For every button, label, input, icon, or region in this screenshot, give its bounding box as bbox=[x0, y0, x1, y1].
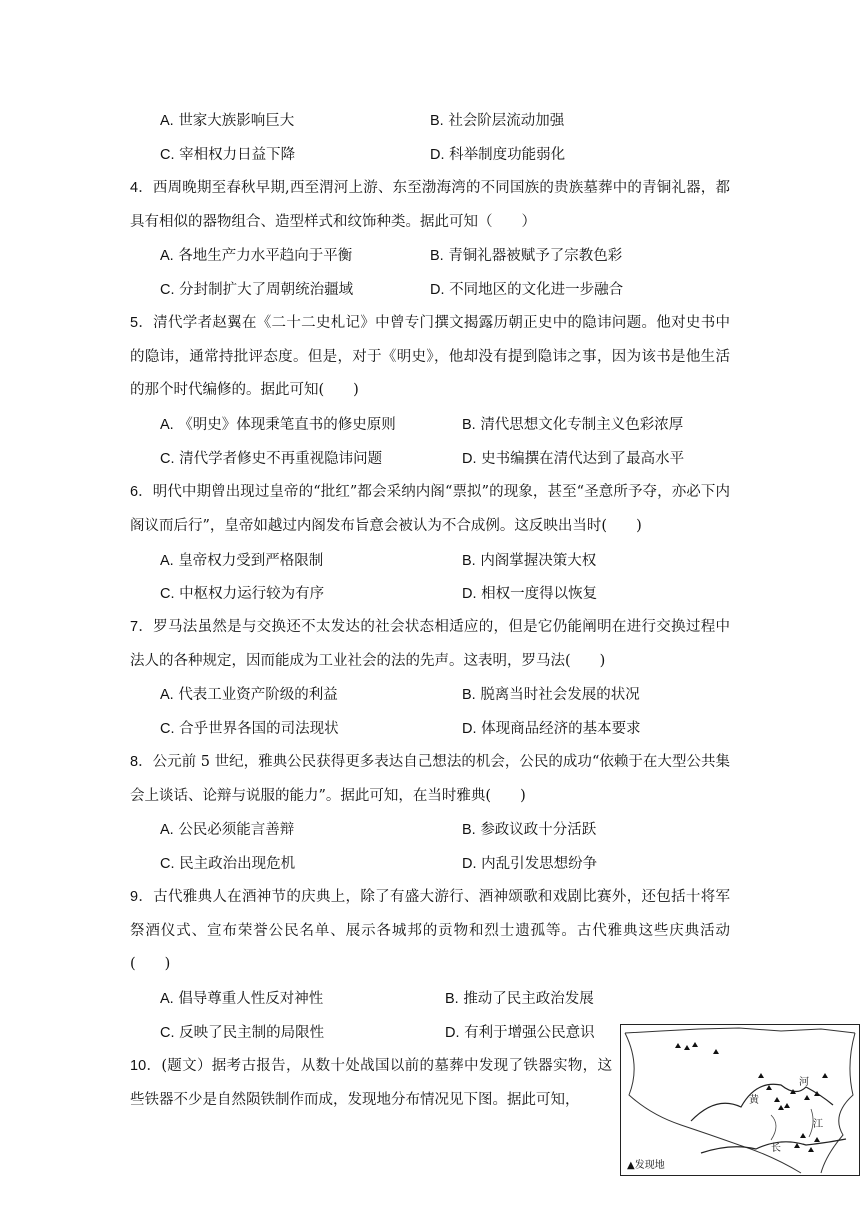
map-label-chang: 长 bbox=[771, 1143, 781, 1154]
q8-option-d[interactable]: D. 内乱引发思想纷争 bbox=[462, 856, 598, 872]
site-marker bbox=[675, 1043, 681, 1048]
q5-option-a[interactable]: A. 《明史》体现秉笔直书的修史原则 bbox=[160, 417, 396, 433]
map-border-north bbox=[625, 1028, 855, 1033]
q7-options-row-2 bbox=[0, 717, 860, 741]
site-marker bbox=[822, 1073, 828, 1078]
q9-option-a[interactable]: A. 倡导尊重人性反对神性 bbox=[160, 991, 324, 1007]
q7-option-c[interactable]: C. 合乎世界各国的司法现状 bbox=[160, 721, 339, 737]
q9-option-c[interactable]: C. 反映了民主制的局限性 bbox=[160, 1025, 325, 1041]
q4-option-c[interactable]: C. 分封制扩大了周朝统治疆域 bbox=[160, 282, 354, 298]
q5-option-b[interactable]: B. 清代思想文化专制主义色彩浓厚 bbox=[462, 417, 684, 433]
yellow-river-line bbox=[691, 1084, 833, 1121]
q3-option-d[interactable]: D. 科举制度功能弱化 bbox=[430, 147, 566, 163]
site-marker bbox=[692, 1042, 698, 1047]
q6-options-row-2 bbox=[0, 582, 860, 606]
site-marker bbox=[778, 1105, 784, 1110]
map-legend: ▲发现地 bbox=[627, 1160, 665, 1171]
site-marker bbox=[814, 1137, 820, 1142]
q5-stem: 5．清代学者赵翼在《二十二史札记》中曾专门撰文揭露历朝正史中的隐讳问题。他对史书中的隐讳，通常持批评态度。但是，对于《明史》，他却没有提到隐讳之事，因为该书是他生活的那个时代编修的。据此可知( ) bbox=[130, 315, 730, 398]
q6-option-c[interactable]: C. 中枢权力运行较为有序 bbox=[160, 586, 325, 602]
map-label-he: 河 bbox=[799, 1077, 809, 1088]
q4-option-b[interactable]: B. 青铜礼器被赋予了宗教色彩 bbox=[430, 248, 623, 264]
site-marker bbox=[766, 1085, 772, 1090]
site-marker bbox=[684, 1045, 690, 1050]
q3-option-c[interactable]: C. 宰相权力日益下降 bbox=[160, 147, 296, 163]
q7-options-row-1 bbox=[0, 683, 860, 707]
site-marker bbox=[808, 1147, 814, 1152]
tributary-1 bbox=[771, 1115, 776, 1140]
map-label-huang: 黄 bbox=[749, 1095, 759, 1106]
q8-option-c[interactable]: C. 民主政治出现危机 bbox=[160, 856, 296, 872]
site-marker bbox=[804, 1095, 810, 1100]
q8-option-a[interactable]: A. 公民必须能言善辩 bbox=[160, 822, 295, 838]
q3-options-row-2 bbox=[0, 143, 860, 167]
q9-option-b[interactable]: B. 推动了民主政治发展 bbox=[445, 991, 594, 1007]
q5-option-d[interactable]: D. 史书编撰在清代达到了最高水平 bbox=[462, 451, 685, 467]
q5-option-c[interactable]: C. 清代学者修史不再重视隐讳问题 bbox=[160, 451, 383, 467]
q10-stem: 10．(题文）据考古报告，从数十处战国以前的墓葬中发现了铁器实物，这些铁器不少是自然陨铁制作而成，发现地分布情况见下图。据此可知， bbox=[130, 1058, 613, 1108]
q6-option-a[interactable]: A. 皇帝权力受到严格限制 bbox=[160, 553, 324, 569]
q7-option-d[interactable]: D. 体现商品经济的基本要求 bbox=[462, 721, 641, 737]
q4-stem: 4．西周晚期至春秋早期,西至渭河上游、东至渤海湾的不同国族的贵族墓葬中的青铜礼器，都具有相似的器物组合、造型样式和纹饰种类。据此可知（ ） bbox=[130, 180, 730, 230]
q7-option-b[interactable]: B. 脱离当时社会发展的状况 bbox=[462, 687, 640, 703]
q4-options-row-2 bbox=[0, 278, 860, 302]
q3-option-b[interactable]: B. 社会阶层流动加强 bbox=[430, 113, 565, 129]
q8-stem: 8．公元前 5 世纪，雅典公民获得更多表达自己想法的机会，公民的成功“依赖于在大型公共集会上谈话、论辩与说服的能力”。据此可知，在当时雅典( ) bbox=[130, 754, 730, 804]
q9-stem: 9．古代雅典人在酒神节的庆典上，除了有盛大游行、酒神颂歌和戏剧比赛外，还包括十将军祭酒仪式、宣布荣誉公民名单、展示各城邦的贡物和烈士遗孤等。古代雅典这些庆典活动( ) bbox=[130, 889, 730, 972]
site-marker bbox=[800, 1133, 806, 1138]
q3-option-a[interactable]: A. 世家大族影响巨大 bbox=[160, 113, 295, 129]
q6-option-b[interactable]: B. 内阁掌握决策大权 bbox=[462, 553, 597, 569]
q4-options-row-1 bbox=[0, 244, 860, 268]
q7-stem: 7．罗马法虽然是与交换还不太发达的社会状态相适应的，但是它仍能阐明在进行交换过程中法人的各种规定，因而能成为工业社会的法的先声。这表明，罗马法( ) bbox=[130, 619, 730, 669]
q6-options-row-1 bbox=[0, 549, 860, 573]
map-coastline bbox=[821, 1033, 855, 1173]
q5-options-row-2 bbox=[0, 447, 860, 471]
q8-options-row-1 bbox=[0, 818, 860, 842]
q6-stem: 6．明代中期曾出现过皇帝的“批红”都会采纳内阁“票拟”的现象，甚至“圣意所予夺，亦必下内阁议而后行”，皇帝如越过内阁发布旨意会被认为不合成例。这反映出当时( ) bbox=[130, 484, 730, 534]
q3-options-row-1 bbox=[0, 109, 860, 133]
site-marker bbox=[784, 1103, 790, 1108]
map-label-jiang: 江 bbox=[813, 1119, 823, 1130]
q8-option-b[interactable]: B. 参政议政十分活跃 bbox=[462, 822, 597, 838]
q4-option-d[interactable]: D. 不同地区的文化进一步融合 bbox=[430, 282, 624, 298]
q9-option-d[interactable]: D. 有利于增强公民意识 bbox=[445, 1025, 595, 1041]
site-marker bbox=[774, 1097, 780, 1102]
iron-artifact-map bbox=[620, 1024, 860, 1176]
q8-options-row-2 bbox=[0, 852, 860, 876]
q6-option-d[interactable]: D. 相权一度得以恢复 bbox=[462, 586, 598, 602]
site-marker bbox=[758, 1073, 764, 1078]
q5-options-row-1 bbox=[0, 413, 860, 437]
q9-options-row-1 bbox=[0, 987, 860, 1011]
site-marker bbox=[713, 1049, 719, 1054]
q7-option-a[interactable]: A. 代表工业资产阶级的利益 bbox=[160, 687, 338, 703]
map-drawing bbox=[621, 1025, 858, 1174]
q4-option-a[interactable]: A. 各地生产力水平趋向于平衡 bbox=[160, 248, 353, 264]
